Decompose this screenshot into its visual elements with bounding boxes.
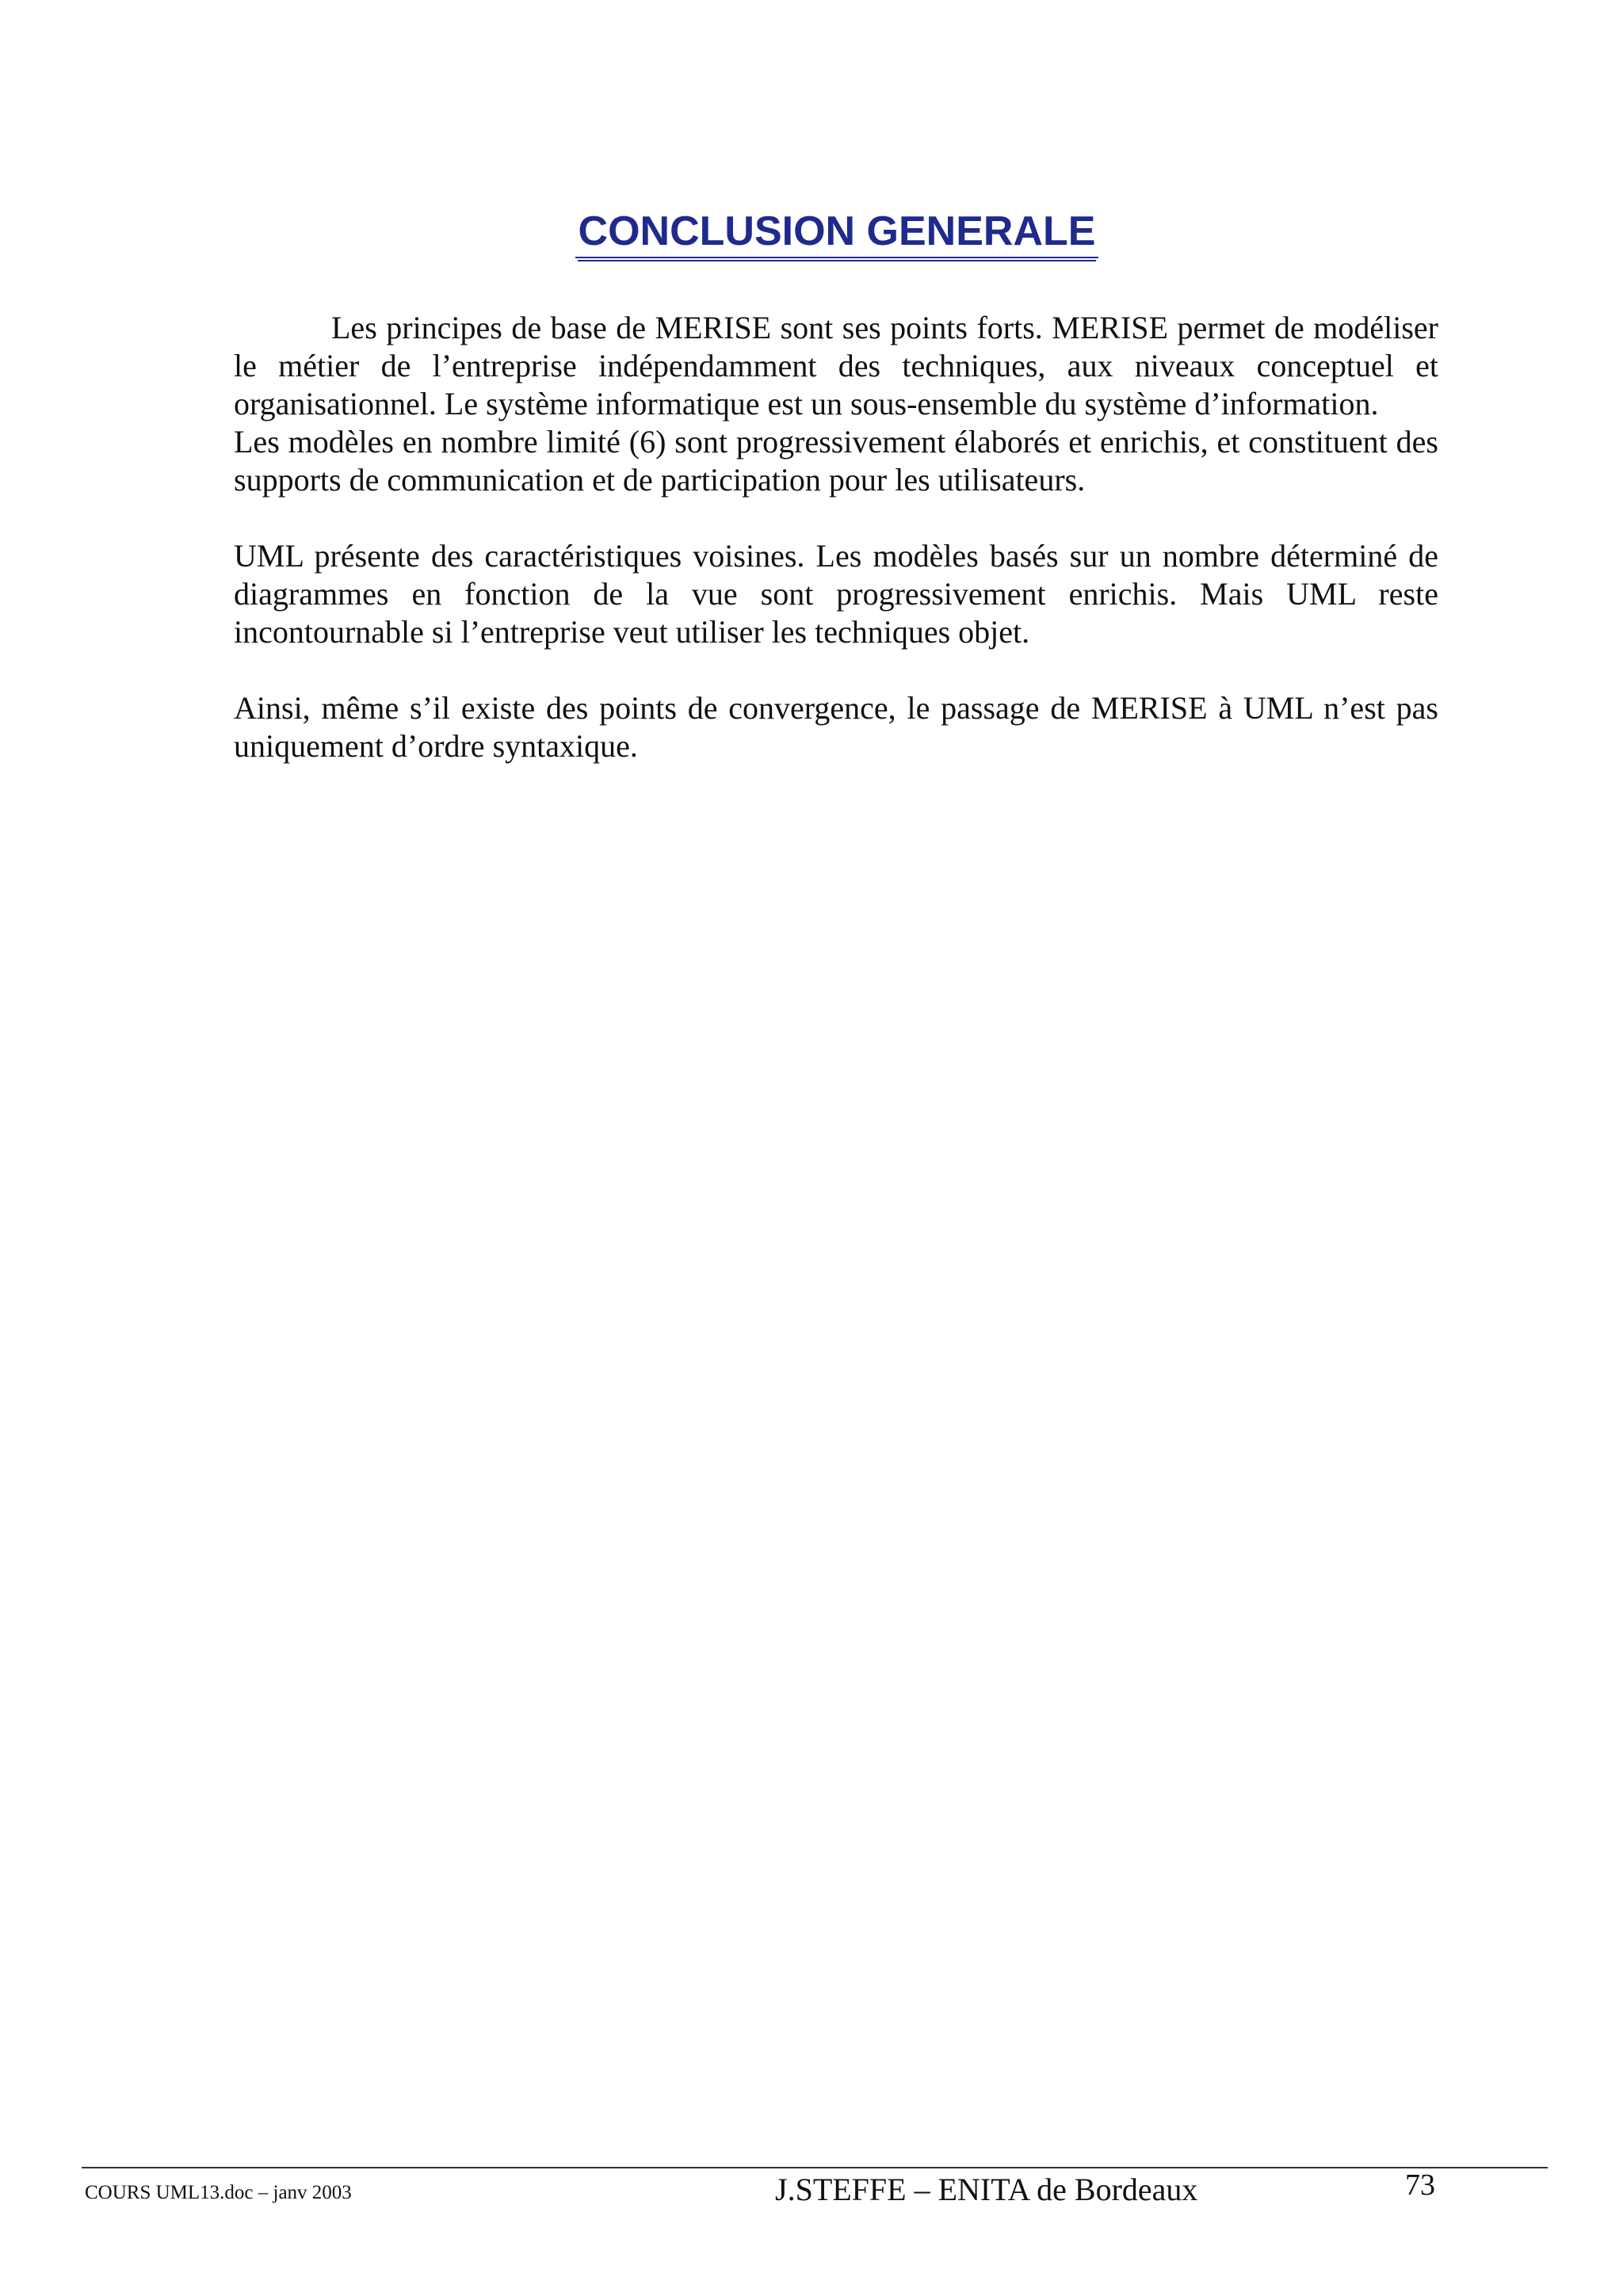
paragraph-merise-principles: Les principes de base de MERISE sont ses points forts. MERISE permet de modéliser le métier de l’entreprise indépendamment des techniques, aux niveaux conceptuel et organisationnel. Le système informatique est un sous-ensemble du système d’information.	[234, 310, 1438, 421]
paragraph-merise-models: Les modèles en nombre limité (6) sont progressivement élaborés et enrichis, et constituent des supports de communication et de participation pour les utilisateurs.	[234, 424, 1438, 498]
footer-divider	[82, 2167, 1548, 2168]
page-title-text: CONCLUSION GENERALE	[575, 208, 1099, 258]
paragraph-conclusion: Ainsi, même s’il existe des points de convergence, le passage de MERISE à UML n’est pas uniquement d’ordre syntaxique.	[234, 690, 1438, 764]
page-number: 73	[1405, 2168, 1435, 2202]
page-title	[0, 208, 1623, 258]
footer-file-info: COURS UML13.doc – janv 2003	[85, 2182, 352, 2203]
paragraph-uml: UML présente des caractéristiques voisines. Les modèles basés sur un nombre déterminé de diagrammes en fonction de la vue sont progressivement enrichis. Mais UML reste incontournable si l’entreprise veut utiliser les techniques objet.	[234, 538, 1438, 650]
document-body	[234, 309, 1438, 765]
footer-author: J.STEFFE – ENITA de Bordeaux	[775, 2172, 1198, 2207]
